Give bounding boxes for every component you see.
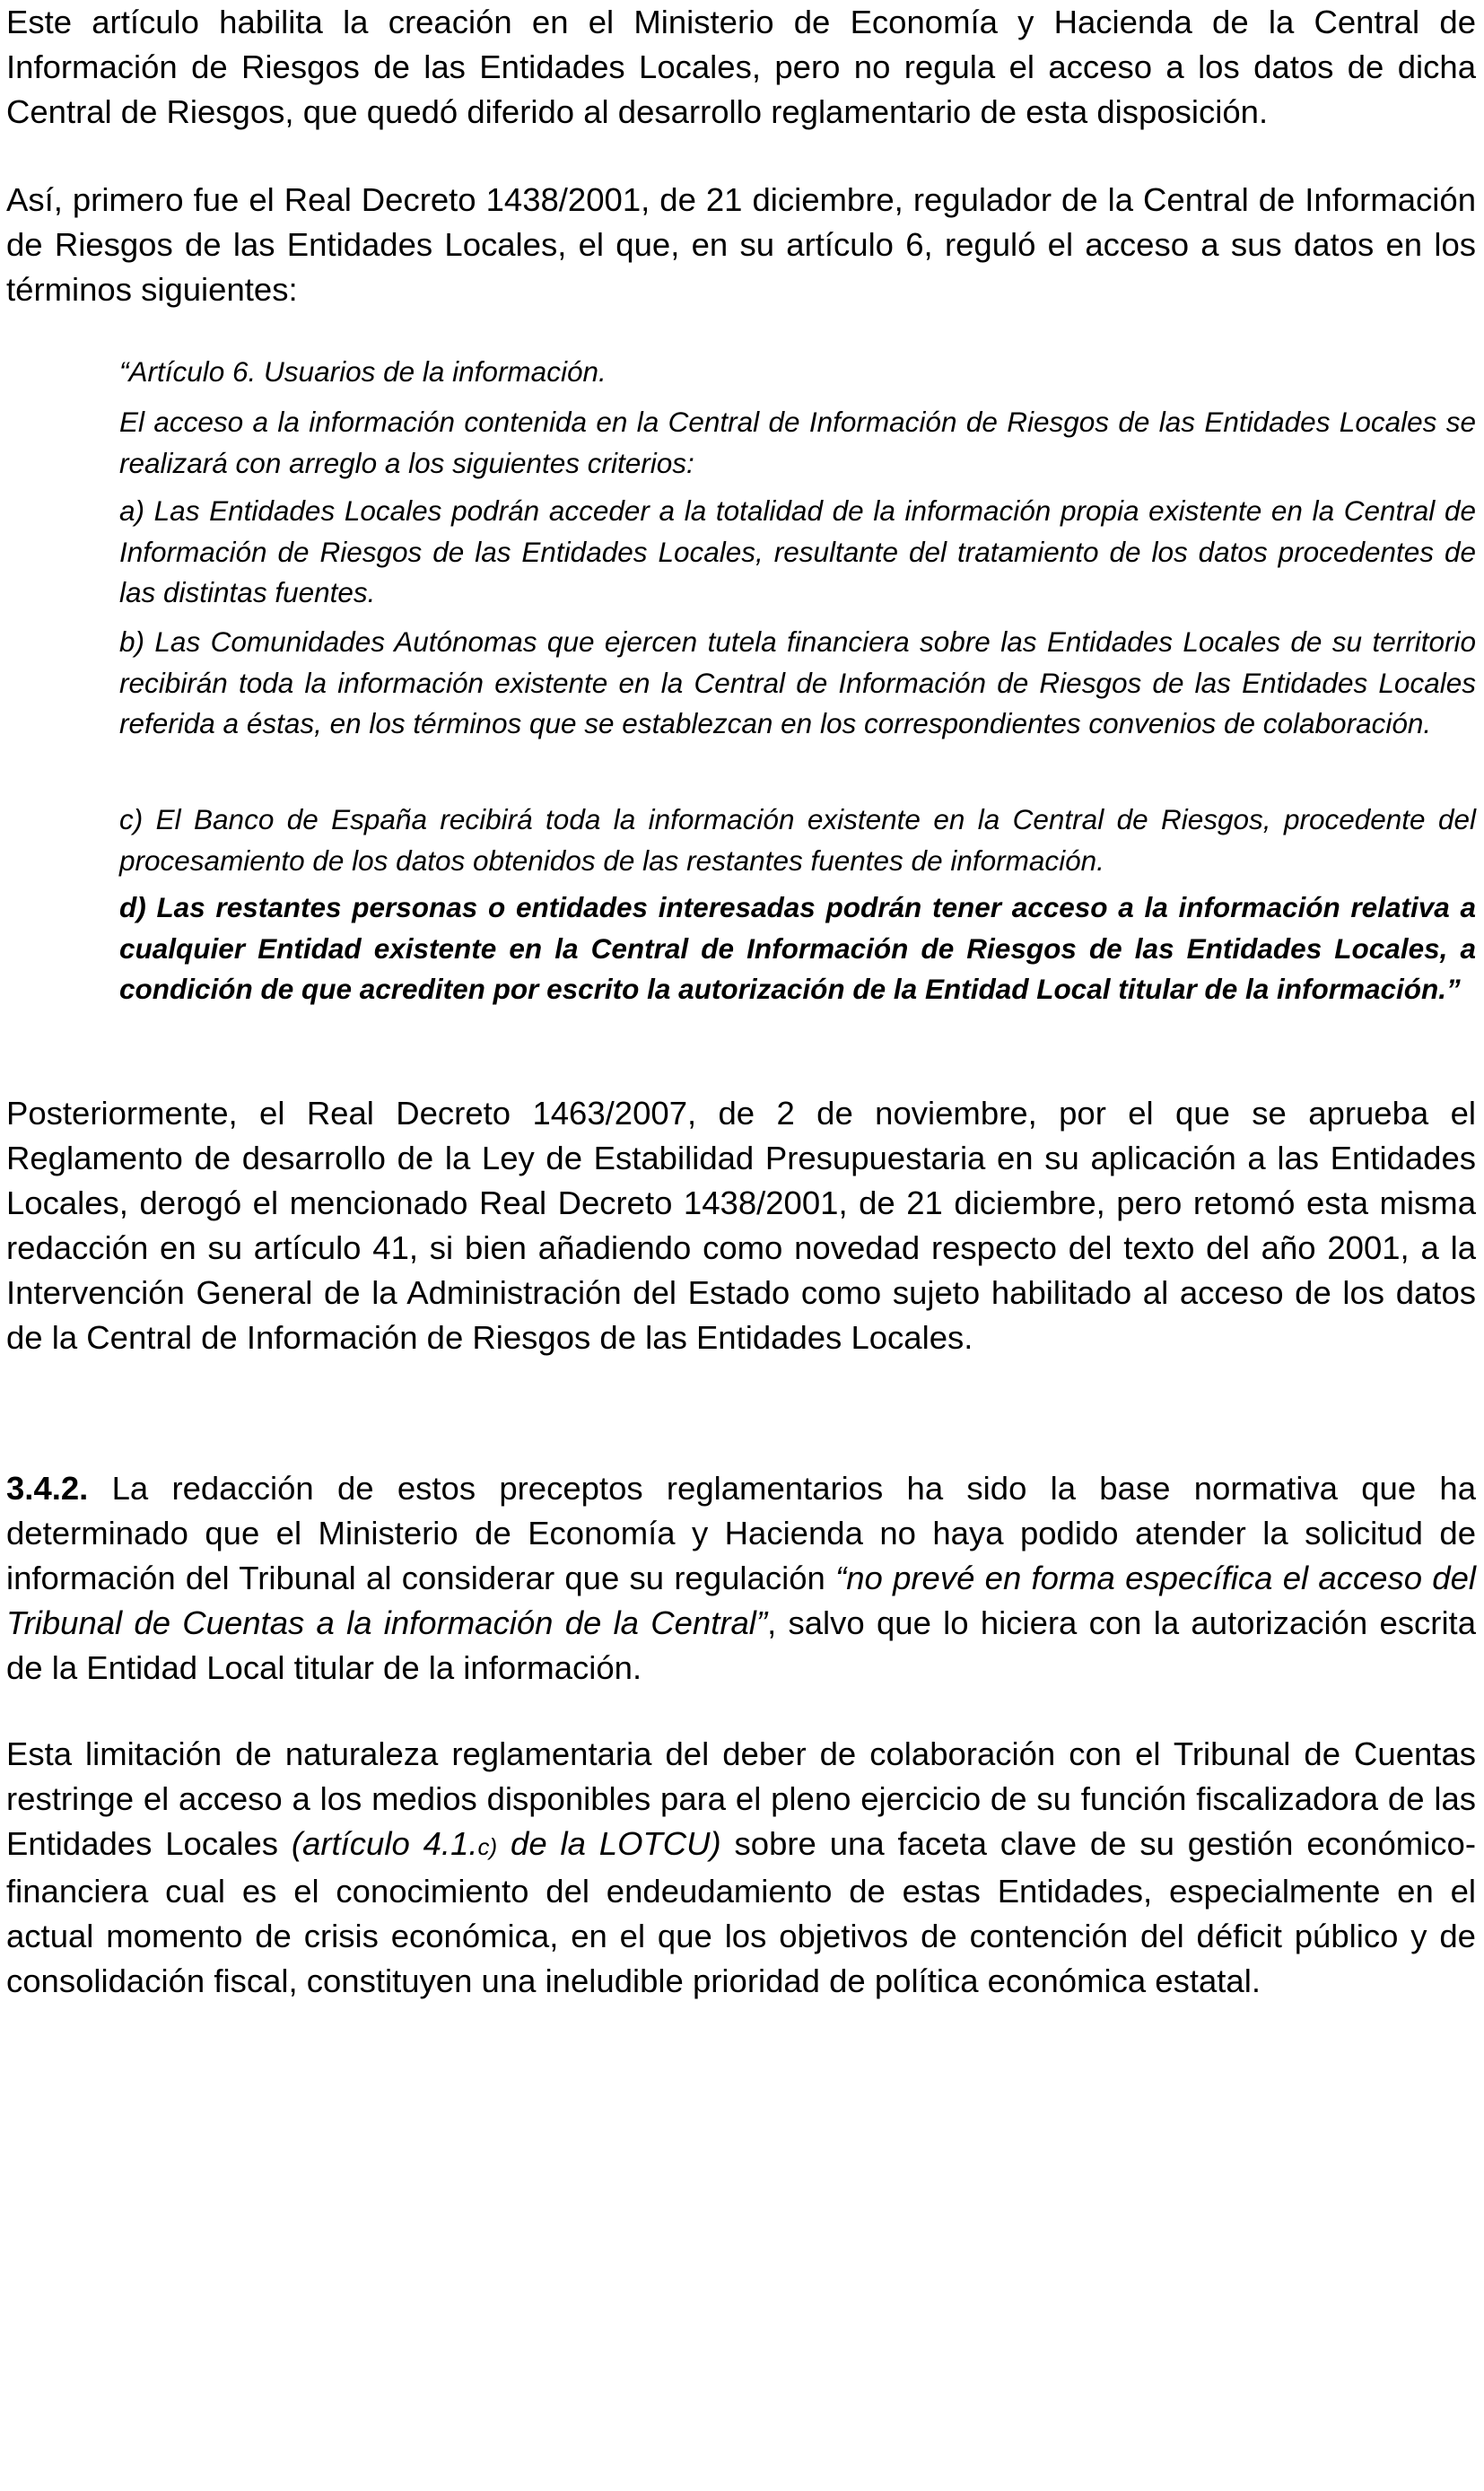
legal-reference-start: (artículo 4.1. <box>291 1825 478 1862</box>
quote-item-d: d) Las restantes personas o entidades interesadas podrán tener acceso a la información relativa a cualquier Entidad existente en la Central de Información de Riesgos de las Entidades Locales, a condición de que acrediten por escrito la autorización de la Entidad Local titular de la información.” <box>119 891 1476 1005</box>
paragraph-2: Así, primero fue el Real Decreto 1438/2001, de 21 diciembre, regulador de la Central de Información de Riesgos de las Entidades Locales, el que, en su artículo 6, reguló el acceso a sus datos en los términos siguientes: <box>6 181 1476 308</box>
quote-item-c: c) El Banco de España recibirá toda la información existente en la Central de Riesgos, procedente del procesamiento de los datos obtenidos de las restantes fuentes de información. <box>119 803 1476 877</box>
quote-intro: El acceso a la información contenida en la Central de Información de Riesgos de las Entidades Locales se realizará con arreglo a los siguientes criterios: <box>119 406 1476 479</box>
paragraph-4-text-2: , salvo que lo hiciera con la autorización escrita de la Entidad Local titular de la información. <box>6 1604 1476 1686</box>
paragraph-5-text-2: sobre una faceta clave de su gestión económico-financiera cual es el conocimiento del endeudamiento de estas Entidades, especialmente en el actual momento de crisis económica, en el que los objetivos de contención del déficit público y de consolidación fiscal, constituyen una ineludible prioridad de política económica estatal. <box>6 1825 1477 1999</box>
paragraph-4-text-1: La redacción de estos preceptos reglamentarios ha sido la base normativa que ha determinado que el Ministerio de Economía y Hacienda no haya podido atender la solicitud de información del Tribunal al considerar que su regulación <box>6 1470 1476 1596</box>
paragraph-4-quotation: “no prevé en forma específica el acceso del Tribunal de Cuentas a la información de la Central” <box>6 1560 1476 1641</box>
section-number: 3.4.2. <box>6 1470 89 1507</box>
quote-item-a: a) Las Entidades Locales podrán acceder a la totalidad de la información propia existente en la Central de Información de Riesgos de las Entidades Locales, resultante del tratamiento de los datos procedentes de las distintas fuentes. <box>119 494 1476 608</box>
paragraph-3: Posteriormente, el Real Decreto 1463/2007, de 2 de noviembre, por el que se aprueba el Reglamento de desarrollo de la Ley de Estabilidad Presupuestaria en su aplicación a las Entidades Locales, derogó el mencionado Real Decreto 1438/2001, de 21 diciembre, pero retomó esta misma redacción en su artículo 41, si bien añadiendo como novedad respecto del texto del año 2001, a la Intervención General de la Administración del Estado como sujeto habilitado al acceso de los datos de la Central de Información de Riesgos de las Entidades Locales. <box>6 1095 1476 1356</box>
paragraph-5 <box>6 1732 1476 2004</box>
paragraph-5-text-1: Esta limitación de naturaleza reglamentaria del deber de colaboración con el Tribunal de Cuentas restringe el acceso a los medios disponibles para el pleno ejercicio de su función fiscalizadora de las Entidades Locales <box>6 1735 1476 1862</box>
quote-title: “Artículo 6. Usuarios de la información. <box>119 355 607 388</box>
paragraph-4 <box>6 1466 1476 1691</box>
quote-item-b: b) Las Comunidades Autónomas que ejercen tutela financiera sobre las Entidades Locales de su territorio recibirán toda la información existente en la Central de Información de Riesgos de las Entidades Locales referida a éstas, en los términos que se establezcan en los correspondientes convenios de colaboración. <box>119 625 1476 739</box>
legal-reference-letter: c) <box>477 1833 498 1860</box>
legal-reference-end: de la LOTCU) <box>497 1825 721 1862</box>
paragraph-1: Este artículo habilita la creación en el Ministerio de Economía y Hacienda de la Central de Información de Riesgos de las Entidades Locales, pero no regula el acceso a los datos de dicha Central de Riesgos, que quedó diferido al desarrollo reglamentario de esta disposición. <box>6 4 1476 130</box>
